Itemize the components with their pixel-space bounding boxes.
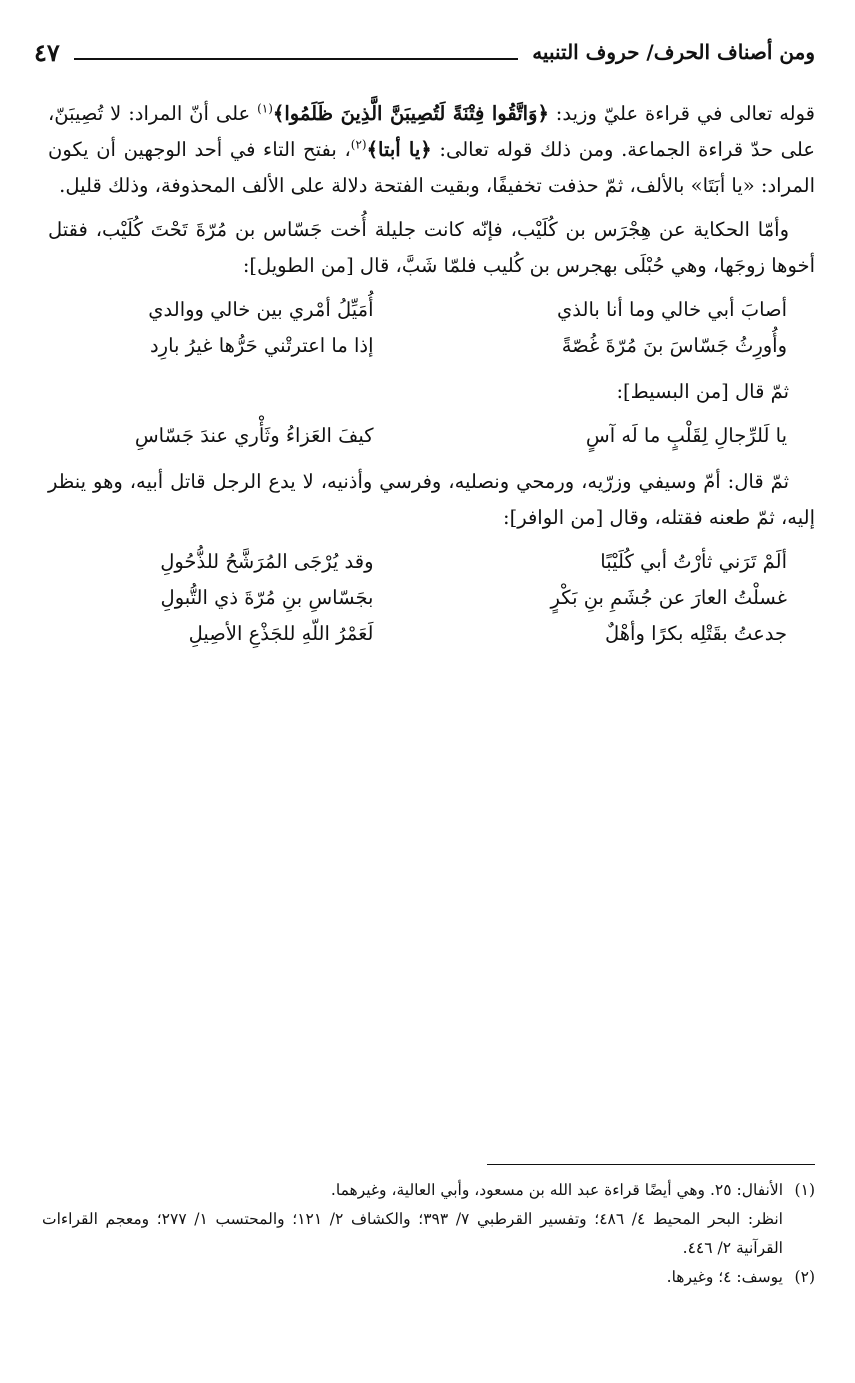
verse xyxy=(48,418,815,454)
paragraph-4: ثمّ قال: أمّ وسيفي وزرّيه، ورمحي ونصليه، وفرسي وأذنيه، لا يدع الرجل قاتل أبيه، وهو ينظر إليه، ثمّ طعنه فقتله، وقال [من الوافر]: xyxy=(48,470,815,529)
verse xyxy=(48,616,815,652)
quran-verse: ﴿وَاتَّقُوا فِتْنَةً لَتُصِيبَنَّ الَّذِينَ ظَلَمُوا﴾ xyxy=(272,102,549,125)
footnote-text: يوسف: ٤؛ وغيرها. xyxy=(666,1268,783,1286)
paragraph-1 xyxy=(48,96,815,204)
text-span: ، بفتح التاء في أحد الوجهين أن يكون المراد: «يا أبَتَا» بالألف، ثمّ حذفت تخفيفًا، وبقيت الفتحة دلالة على الألف المحذوفة، وذلك قليل. xyxy=(48,138,815,197)
verse xyxy=(48,544,815,580)
footnote-ref: (١) xyxy=(257,101,273,116)
verse xyxy=(48,328,815,364)
hemistich-second: أُمَيِّلُ أمْري بين خالي ووالدي xyxy=(148,298,374,321)
text-span: قوله تعالى في قراءة عليّ وزيد: xyxy=(548,102,815,125)
poem-wafir xyxy=(48,544,815,652)
footnotes xyxy=(42,1176,815,1292)
verse xyxy=(48,292,815,328)
hemistich-second: إذا ما اعترتْني حَرُّها غيرُ بارِد xyxy=(149,334,374,357)
page-number: ٤٧ xyxy=(34,37,60,67)
paragraph-3: ثمّ قال [من البسيط]: xyxy=(616,380,789,403)
paragraph-2: وأمّا الحكاية عن هِجْرَس بن كُلَيْب، فإنّه كانت جليلة أُخت جَسّاس بن مُرّةَ تَحْتَ كُلَيْب، فقتل أخوها زوجَها، وهي حُبْلَى بهجرس بن كُليب فلمّا شَبَّ، قال [من الطويل]: xyxy=(48,218,815,277)
hemistich-first: ألَمْ تَرَني ثأرْتُ أبي كُلَيْبًا xyxy=(600,550,787,573)
poem-basit xyxy=(48,418,815,454)
hemistich-second: وقد يُرْجَى المُرَشَّحُ للذُّحُولِ xyxy=(160,550,374,573)
running-title: ومن أصناف الحرف/ حروف التنبيه xyxy=(532,40,815,64)
header-rule xyxy=(74,58,518,60)
text-span: على أنّ المراد: لا تُصِيبَنّ، على حدّ قراءة الجماعة. ومن ذلك قوله تعالى: xyxy=(48,102,815,161)
footnote-rule xyxy=(487,1164,815,1165)
verse xyxy=(48,580,815,616)
hemistich-first: أصابَ أبي خالي وما أنا بالذي xyxy=(557,298,787,321)
hemistich-second: بجَسّاسِ بنِ مُرّةَ ذي التُّبولِ xyxy=(160,586,374,609)
hemistich-first: غسلْتُ العارَ عن جُشَمِ بنِ بَكْرٍ xyxy=(550,586,787,609)
hemistich-second: لَعَمْرُ اللّهِ للجَذْعِ الأصِيلِ xyxy=(188,622,374,645)
main-text xyxy=(48,96,815,662)
hemistich-first: جدعتُ بقَتْلِه بكرًا وأهْلٌ xyxy=(604,622,787,645)
footnote-1-continued: انظر: البحر المحيط ٤/ ٤٨٦؛ وتفسير القرطبي ٧/ ٣٩٣؛ والكشاف ٢/ ١٢١؛ والمحتسب ١/ ٢٧٧؛ ومعجم القراءات القرآنية ٢/ ٤٤٦. xyxy=(42,1210,783,1257)
hemistich-first: وأُورِثُ جَسّاسَ بنَ مُرّةَ غُصّةً xyxy=(561,334,787,357)
hemistich-second: كيفَ العَزاءُ وثَأْري عندَ جَسّاسِ xyxy=(134,424,374,447)
footnote-text: الأنفال: ٢٥. وهي أيضًا قراءة عبد الله بن مسعود، وأبي العالية، وغيرهما. xyxy=(330,1181,783,1199)
quran-verse: ﴿يا أبتا﴾ xyxy=(366,138,432,161)
footnote-ref: (٢) xyxy=(350,137,367,152)
footnote-1 xyxy=(42,1176,815,1205)
hemistich-first: يا لَلرِّجالِ لِقَلْبٍ ما لَه آسٍ xyxy=(585,424,787,447)
footnote-number: (١) xyxy=(794,1181,815,1199)
footnote-2 xyxy=(42,1263,815,1292)
poem-tawil xyxy=(48,292,815,364)
footnote-number: (٢) xyxy=(794,1268,815,1286)
page-header xyxy=(34,32,815,72)
